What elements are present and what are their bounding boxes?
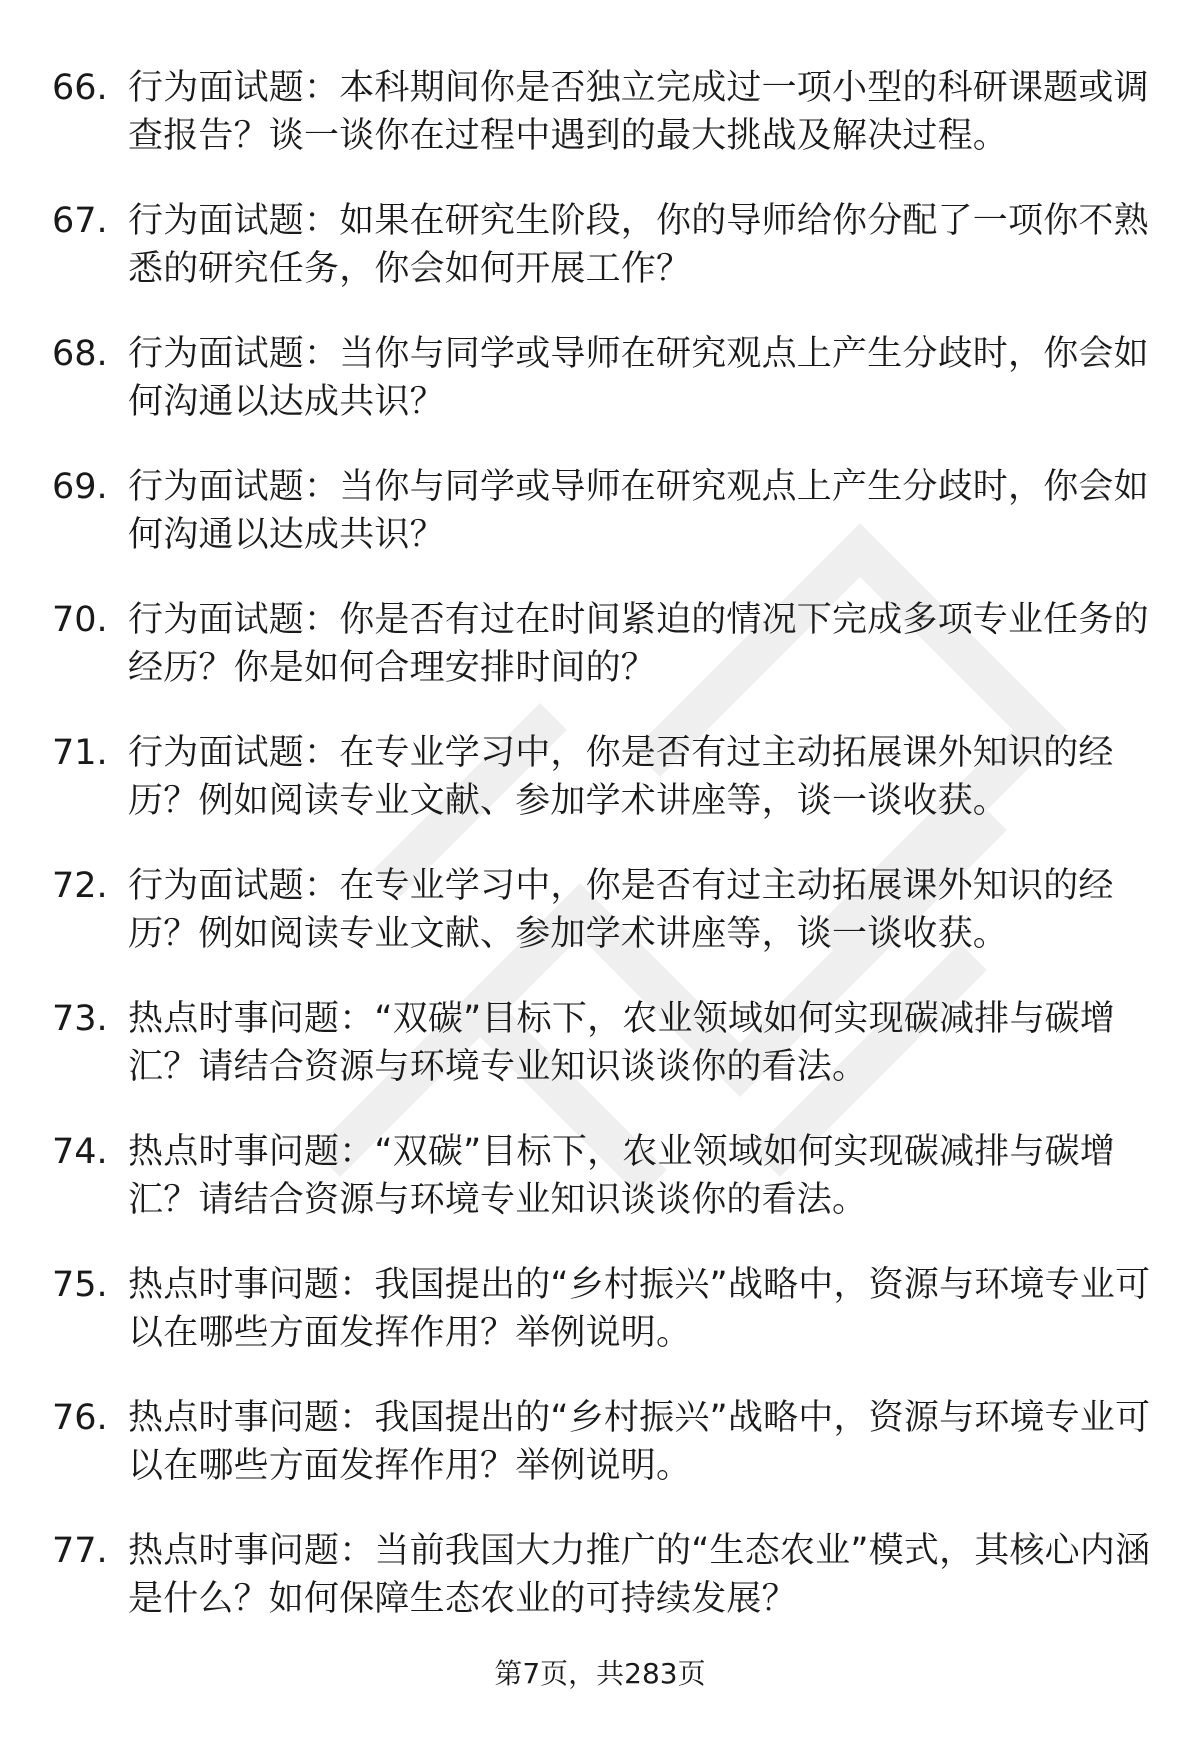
question-number: 74. [52,1132,108,1172]
question-text: 行为面试题：如果在研究生阶段，你的导师给你分配了一项你不熟悉的研究任务，你会如何开展工作？ [128,201,1149,289]
question-item-72 [52,862,1152,995]
question-item-68 [52,330,1152,463]
question-item-71 [52,729,1152,862]
question-item-77 [52,1527,1152,1660]
question-number: 75. [52,1265,108,1305]
question-text: 行为面试题：在专业学习中，你是否有过主动拓展课外知识的经历？例如阅读专业文献、参加学术讲座等，谈一谈收获。 [128,866,1114,954]
question-item-66 [52,64,1152,197]
question-number: 68. [52,334,108,374]
question-number: 69. [52,467,108,507]
question-item-73 [52,995,1152,1128]
page-number-label: 第7页，共283页 [494,1657,706,1690]
question-item-75 [52,1261,1152,1394]
question-item-67 [52,197,1152,330]
question-text: 行为面试题：你是否有过在时间紧迫的情况下完成多项专业任务的经历？你是如何合理安排时间的？ [128,600,1149,688]
question-item-69 [52,463,1152,596]
question-text: 热点时事问题：“双碳”目标下，农业领域如何实现碳减排与碳增汇？请结合资源与环境专业知识谈谈你的看法。 [128,999,1116,1087]
question-text: 热点时事问题：当前我国大力推广的“生态农业”模式，其核心内涵是什么？如何保障生态农业的可持续发展？ [128,1531,1151,1619]
question-text: 热点时事问题：我国提出的“乡村振兴”战略中，资源与环境专业可以在哪些方面发挥作用？举例说明。 [128,1398,1151,1486]
question-number: 66. [52,68,108,108]
question-text: 行为面试题：当你与同学或导师在研究观点上产生分歧时，你会如何沟通以达成共识？ [128,467,1149,555]
question-number: 67. [52,201,108,241]
question-text: 行为面试题：当你与同学或导师在研究观点上产生分歧时，你会如何沟通以达成共识？ [128,334,1149,422]
question-item-76 [52,1394,1152,1527]
question-number: 70. [52,600,108,640]
question-number: 71. [52,733,108,773]
question-item-74 [52,1128,1152,1261]
question-number: 76. [52,1398,108,1438]
question-number: 72. [52,866,108,906]
question-number: 77. [52,1531,108,1571]
page-footer [0,1654,1200,1694]
question-list [52,64,1152,1660]
question-item-70 [52,596,1152,729]
question-text: 行为面试题：在专业学习中，你是否有过主动拓展课外知识的经历？例如阅读专业文献、参加学术讲座等，谈一谈收获。 [128,733,1114,821]
question-number: 73. [52,999,108,1039]
question-text: 行为面试题：本科期间你是否独立完成过一项小型的科研课题或调查报告？谈一谈你在过程中遇到的最大挑战及解决过程。 [128,68,1149,156]
question-text: 热点时事问题：“双碳”目标下，农业领域如何实现碳减排与碳增汇？请结合资源与环境专业知识谈谈你的看法。 [128,1132,1116,1220]
question-text: 热点时事问题：我国提出的“乡村振兴”战略中，资源与环境专业可以在哪些方面发挥作用？举例说明。 [128,1265,1151,1353]
